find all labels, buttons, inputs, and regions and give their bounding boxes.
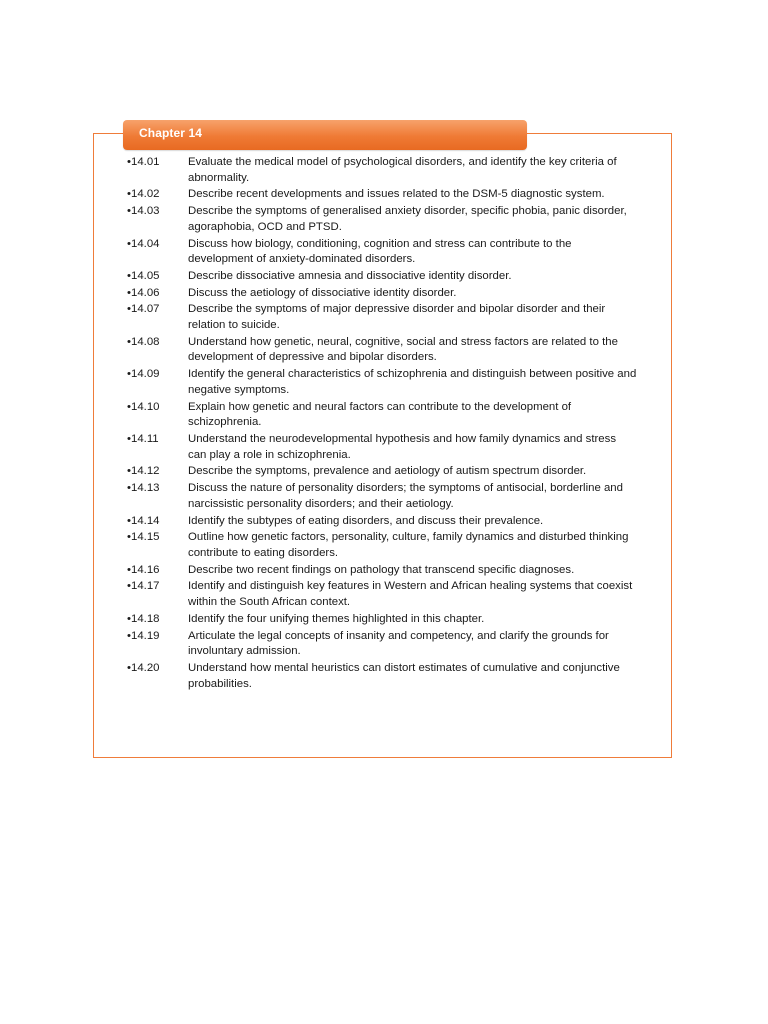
chapter-title: Chapter 14 — [139, 126, 203, 140]
objective-text: Describe the symptoms of generalised anxiety disorder, specific phobia, panic disorder, agoraphobia, OCD and PTSD. — [188, 205, 627, 233]
objective-item — [127, 187, 637, 203]
objective-item — [127, 367, 637, 398]
objective-text: Describe recent developments and issues related to the DSM-5 diagnostic system. — [188, 188, 605, 201]
objective-item — [127, 204, 637, 235]
objective-number: •14.12 — [127, 465, 160, 478]
objective-text: Identify the subtypes of eating disorders, and discuss their prevalence. — [188, 514, 544, 527]
objective-number: •14.06 — [127, 286, 160, 299]
objective-number: •14.09 — [127, 368, 160, 381]
objective-number: •14.05 — [127, 269, 160, 282]
objective-text: Understand how mental heuristics can distort estimates of cumulative and conjunctive probabilities. — [188, 661, 620, 690]
objective-number: •14.18 — [127, 612, 160, 625]
objective-item — [127, 464, 637, 480]
objective-item — [127, 432, 637, 463]
objective-text: Understand the neurodevelopmental hypothesis and how family dynamics and stress can play a role in schizophrenia. — [188, 432, 617, 461]
objective-item — [127, 269, 637, 285]
chapter-tab — [123, 120, 527, 150]
objective-number: •14.08 — [127, 335, 160, 348]
objective-item — [127, 481, 637, 512]
objective-number: •14.14 — [127, 514, 160, 527]
objective-text: Articulate the legal concepts of insanity and competency, and clarify the grounds for involuntary admission. — [188, 629, 609, 658]
objective-number: •14.17 — [127, 580, 160, 593]
objective-text: Describe dissociative amnesia and dissociative identity disorder. — [188, 269, 512, 282]
objective-number: •14.20 — [127, 661, 160, 674]
objective-text: Discuss the nature of personality disorders; the symptoms of antisocial, borderline and narcissistic personality disorders; and their aetiology. — [188, 482, 623, 510]
objective-number: •14.13 — [127, 482, 160, 495]
objective-item — [127, 286, 637, 302]
objective-text: Describe two recent findings on pathology that transcend specific diagnoses. — [188, 563, 575, 576]
objective-number: •14.15 — [127, 531, 160, 544]
objective-item — [127, 563, 637, 579]
objective-text: Identify and distinguish key features in Western and African healing systems that coexist within the South African context. — [188, 580, 633, 609]
objective-item — [127, 302, 637, 333]
objective-number: •14.10 — [127, 400, 160, 413]
objectives-list — [127, 155, 637, 693]
objective-item — [127, 335, 637, 366]
objective-item — [127, 530, 637, 561]
objective-item — [127, 612, 637, 628]
objective-text: Outline how genetic factors, personality, culture, family dynamics and disturbed thinking contribute to eating disorders. — [188, 531, 629, 559]
objective-item — [127, 155, 637, 186]
objective-number: •14.03 — [127, 205, 160, 218]
objective-item — [127, 400, 637, 431]
objective-number: •14.16 — [127, 563, 160, 576]
objective-item — [127, 237, 637, 268]
objective-number: •14.02 — [127, 188, 160, 201]
objective-text: Describe the symptoms, prevalence and aetiology of autism spectrum disorder. — [188, 465, 587, 478]
objective-text: Describe the symptoms of major depressive disorder and bipolar disorder and their relation to suicide. — [188, 303, 606, 332]
objective-text: Discuss the aetiology of dissociative identity disorder. — [188, 286, 457, 299]
objective-number: •14.04 — [127, 237, 160, 250]
objective-number: •14.11 — [127, 432, 159, 445]
objective-text: Explain how genetic and neural factors can contribute to the development of schizophrenia. — [188, 400, 572, 429]
objective-text: Evaluate the medical model of psychological disorders, and identify the key criteria of abnormality. — [188, 156, 617, 184]
objective-text: Identify the four unifying themes highlighted in this chapter. — [188, 612, 485, 625]
objective-item — [127, 629, 637, 660]
objective-text: Identify the general characteristics of schizophrenia and distinguish between positive and negative symptoms. — [188, 368, 637, 396]
objective-text: Discuss how biology, conditioning, cognition and stress can contribute to the development of anxiety-dominated disorders. — [188, 237, 572, 266]
objective-number: •14.19 — [127, 629, 160, 642]
objective-item — [127, 579, 637, 610]
objective-text: Understand how genetic, neural, cognitive, social and stress factors are related to the development of depressive and bipolar disorders. — [188, 335, 618, 364]
objective-number: •14.01 — [127, 156, 160, 168]
objective-item — [127, 514, 637, 530]
objective-number: •14.07 — [127, 303, 160, 316]
objective-item — [127, 661, 637, 692]
